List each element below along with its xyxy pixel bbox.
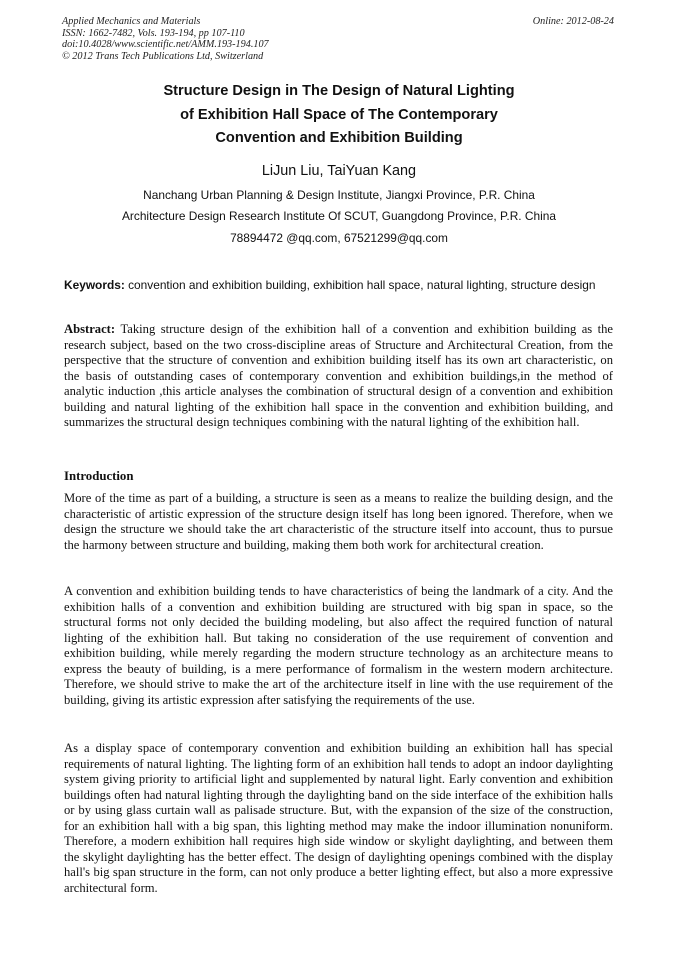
- abstract-label: Abstract:: [64, 322, 121, 336]
- title-line: of Exhibition Hall Space of The Contemporary: [180, 106, 498, 123]
- contact-emails: 78894472 @qq.com, 67521299@qq.com: [230, 231, 448, 245]
- title-line: Structure Design in The Design of Natural Lighting: [163, 83, 515, 99]
- journal-metadata: [62, 16, 269, 62]
- intro-paragraph-3: As a display space of contemporary convention and exhibition building an exhibition hall has special requirements of natural lighting. The lighting form of an exhibition hall tends to adopt an indoor daylighting system giving priority to artificial light and supplemented by natural light. Early convention and exhibition buildings often had natural lighting through the daylighting band on the side interface of the exhibition halls or by using glass curtain wall as palisade structure. But, with the expansion of the size of the construction, for an exhibition hall with a big span, this lighting method may make the indoor illumination nonuniform. Therefore, a modern exhibition hall requires high side window or skylight daylighting, and between them the skylight daylighting has the better effect. The design of daylighting openings combined with the display hall's big span structure in the form, can not only produce a better lighting effect, but also a more expressive architectural form.: [64, 741, 613, 895]
- keywords-section: [64, 278, 613, 292]
- authors: LiJun Liu, TaiYuan Kang: [261, 163, 417, 179]
- affiliation-1: Nanchang Urban Planning & Design Institute, Jiangxi Province, P.R. China: [143, 188, 535, 202]
- title-line: Convention and Exhibition Building: [215, 130, 463, 146]
- copyright-line: © 2012 Trans Tech Publications Ltd, Switzerland: [62, 50, 264, 62]
- abstract-section: [64, 322, 613, 431]
- keywords-text: convention and exhibition building, exhibition hall space, natural lighting, structure design: [128, 278, 596, 292]
- abstract-text: Taking structure design of the exhibition hall of a convention and exhibition building as the research subject, based on the two cross-discipline areas of Structure and Architectural Creation, from the perspective that the structure of convention and exhibition building itself has its own art characteristic, on the basis of outstanding cases of contemporary convention and exhibition buildings,in the method of analytic induction ,this article analyses the combination of structural design of a convention and exhibition building and natural lighting of the exhibition hall space in the convention and exhibition building, and summarizes the structural design techniques combining with the natural lighting of the exhibition hall.: [64, 322, 613, 429]
- affiliation-2: Architecture Design Research Institute Of SCUT, Guangdong Province, P.R. China: [121, 209, 556, 223]
- doi-line: doi:10.4028/www.scientific.net/AMM.193-194.107: [62, 39, 269, 51]
- intro-paragraph-2: A convention and exhibition building tends to have characteristics of being the landmark of a city. And the exhibition halls of a convention and exhibition building are structured with big span in space, so the structural forms not only decided the building modeling, but also affect the required function of natural lighting of the exhibition hall. But taking no consideration of the use requirement of convention and exhibition building, while merely regarding the modern structure technology as an architecture means to express the beauty of building, is a mere performance of formalism in the western modern architecture. Therefore, we should strive to make the art of the architecture itself in line with the use requirement of the building, giving its artistic expression after satisfying the requirements of the use.: [64, 584, 613, 707]
- paper-title: [64, 80, 614, 151]
- introduction-heading: Introduction: [64, 469, 134, 483]
- online-date: Online: 2012-08-24: [532, 16, 614, 27]
- intro-paragraph-1: More of the time as part of a building, a structure is seen as a means to realize the building design, and the characteristic of artistic expression of the structure design itself has long been ignored. Therefore, when we design the structure we should take the art characteristic of the structure itself into account, thus to pursue the harmony between structure and building, making them both work for architectural creation.: [64, 491, 613, 552]
- journal-name: Applied Mechanics and Materials: [62, 16, 201, 27]
- keywords-label: Keywords:: [64, 278, 129, 292]
- issn-line: ISSN: 1662-7482, Vols. 193-194, pp 107-110: [62, 27, 245, 39]
